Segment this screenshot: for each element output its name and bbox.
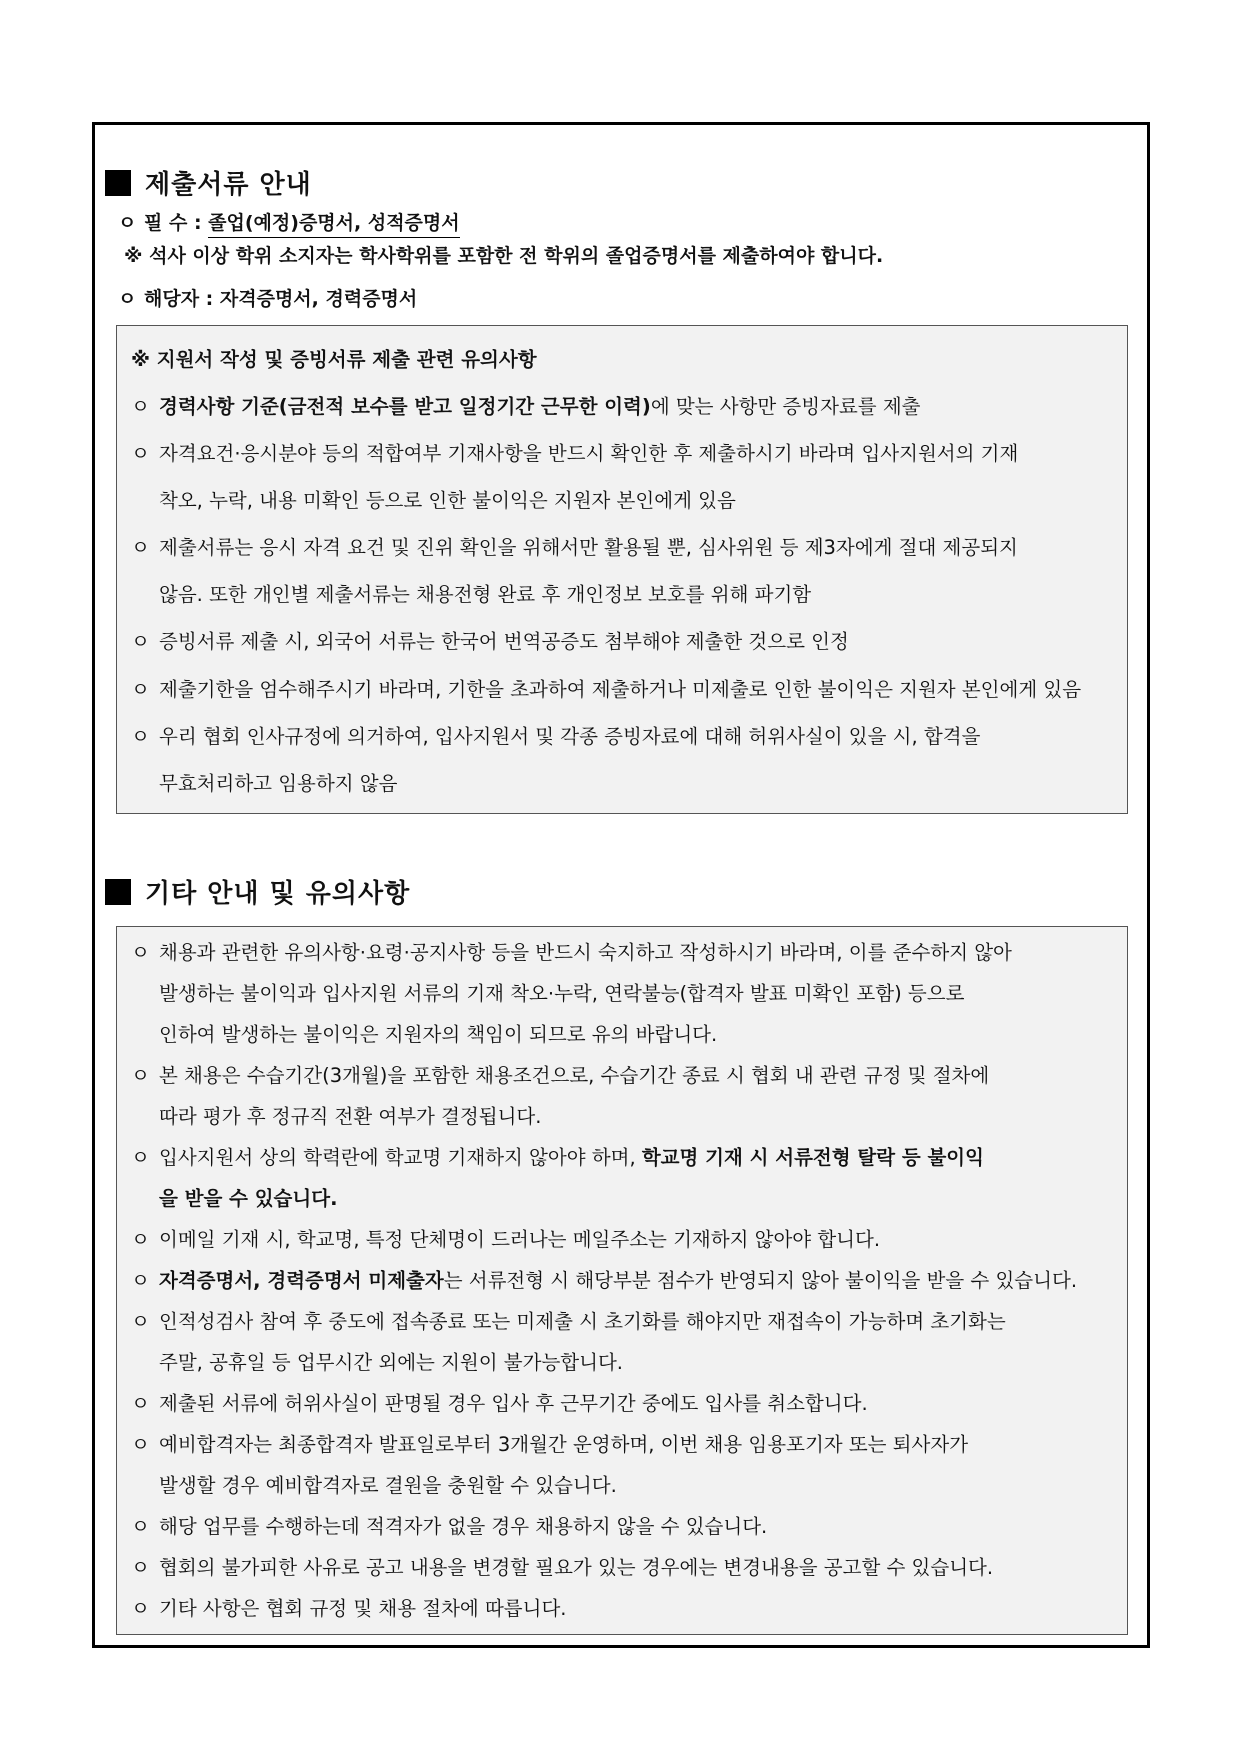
list-item-continuation: 않음. 또한 개인별 제출서류는 채용전형 완료 후 개인정보 보호를 위해 파기함 xyxy=(159,583,812,606)
circle-bullet-icon: ㅇ xyxy=(118,212,137,234)
list-item-continuation: 주말, 공휴일 등 업무시간 외에는 지원이 불가능합니다. xyxy=(159,1351,624,1374)
list-item: ㅇ 협회의 불가피한 사유로 공고 내용을 변경할 필요가 있는 경우에는 변경내용을 공고할 수 있습니다. xyxy=(131,1556,994,1579)
list-item: ㅇ 자격요건·응시분야 등의 적합여부 기재사항을 반드시 확인한 후 제출하시기 바라며 입사지원서의 기재 xyxy=(131,442,1019,465)
list-item: ㅇ 인적성검사 참여 후 중도에 접속종료 또는 미제출 시 초기화를 해야지만 재접속이 가능하며 초기화는 xyxy=(131,1310,1006,1333)
list-item: ㅇ 자격증명서, 경력증명서 미제출자는 서류전형 시 해당부분 점수가 반영되지 않아 불이익을 받을 수 있습니다. xyxy=(131,1269,1078,1292)
list-item: ㅇ 기타 사항은 협회 규정 및 채용 절차에 따릅니다. xyxy=(131,1597,567,1620)
list-item: ㅇ 채용과 관련한 유의사항·요령·공지사항 등을 반드시 숙지하고 작성하시기 바라며, 이를 준수하지 않아 xyxy=(131,941,1012,964)
section-title-other-notes: 기타 안내 및 유의사항 xyxy=(105,873,410,910)
list-item: ㅇ 경력사항 기준(금전적 보수를 받고 일정기간 근무한 이력)에 맞는 사항만 증빙자료를 제출 xyxy=(131,395,921,418)
circle-bullet-icon: ㅇ xyxy=(118,288,137,310)
submission-notice-box xyxy=(116,325,1128,814)
list-item-continuation: 무효처리하고 임용하지 않음 xyxy=(159,772,398,795)
list-item: ㅇ 제출된 서류에 허위사실이 판명될 경우 입사 후 근무기간 중에도 입사를 취소합니다. xyxy=(131,1392,868,1415)
section-title-submission-docs: 제출서류 안내 xyxy=(105,164,312,201)
square-bullet-icon xyxy=(105,879,131,905)
list-item: ㅇ 증빙서류 제출 시, 외국어 서류는 한국어 번역공증도 첨부해야 제출한 것으로 인정 xyxy=(131,630,849,653)
required-docs-line: ㅇ 필 수 : 졸업(예정)증명서, 성적증명서 xyxy=(118,208,460,235)
other-notes-box xyxy=(116,926,1128,1635)
list-item: ㅇ 입사지원서 상의 학력란에 학교명 기재하지 않아야 하며, 학교명 기재 시 서류전형 탈락 등 불이익 xyxy=(131,1146,984,1169)
list-item: ㅇ 본 채용은 수습기간(3개월)을 포함한 채용조건으로, 수습기간 종료 시 협회 내 관련 규정 및 절차에 xyxy=(131,1064,990,1087)
required-docs-value: 졸업(예정)증명서, 성적증명서 xyxy=(208,212,459,238)
notice-box-heading: ※ 지원서 작성 및 증빙서류 제출 관련 유의사항 xyxy=(131,348,537,371)
list-item: ㅇ 우리 협회 인사규정에 의거하여, 입사지원서 및 각종 증빙자료에 대해 허위사실이 있을 시, 합격을 xyxy=(131,725,981,748)
applicable-docs-line: ㅇ 해당자 : 자격증명서, 경력증명서 xyxy=(118,284,417,311)
list-item-continuation: 발생할 경우 예비합격자로 결원을 충원할 수 있습니다. xyxy=(159,1474,617,1497)
list-item-continuation: 착오, 누락, 내용 미확인 등으로 인한 불이익은 지원자 본인에게 있음 xyxy=(159,489,736,512)
list-item: ㅇ 제출기한을 엄수해주시기 바라며, 기한을 초과하여 제출하거나 미제출로 인한 불이익은 지원자 본인에게 있음 xyxy=(131,678,1082,701)
list-item: ㅇ 제출서류는 응시 자격 요건 및 진위 확인을 위해서만 활용될 뿐, 심사위원 등 제3자에게 절대 제공되지 xyxy=(131,536,1018,559)
list-item-continuation: 인하여 발생하는 불이익은 지원자의 책임이 되므로 유의 바랍니다. xyxy=(159,1023,718,1046)
list-item-continuation: 발생하는 불이익과 입사지원 서류의 기재 착오·누락, 연락불능(합격자 발표 미확인 포함) 등으로 xyxy=(159,982,965,1005)
list-item: ㅇ 해당 업무를 수행하는데 적격자가 없을 경우 채용하지 않을 수 있습니다. xyxy=(131,1515,768,1538)
list-item: ㅇ 예비합격자는 최종합격자 발표일로부터 3개월간 운영하며, 이번 채용 임용포기자 또는 퇴사자가 xyxy=(131,1433,969,1456)
master-degree-note: ※ 석사 이상 학위 소지자는 학사학위를 포함한 전 학위의 졸업증명서를 제출하여야 합니다. xyxy=(124,245,884,267)
list-item-continuation: 을 받을 수 있습니다. xyxy=(159,1187,338,1210)
list-item: ㅇ 이메일 기재 시, 학교명, 특정 단체명이 드러나는 메일주소는 기재하지 않아야 합니다. xyxy=(131,1228,881,1251)
square-bullet-icon xyxy=(105,170,131,196)
list-item-continuation: 따라 평가 후 정규직 전환 여부가 결정됩니다. xyxy=(159,1105,542,1128)
